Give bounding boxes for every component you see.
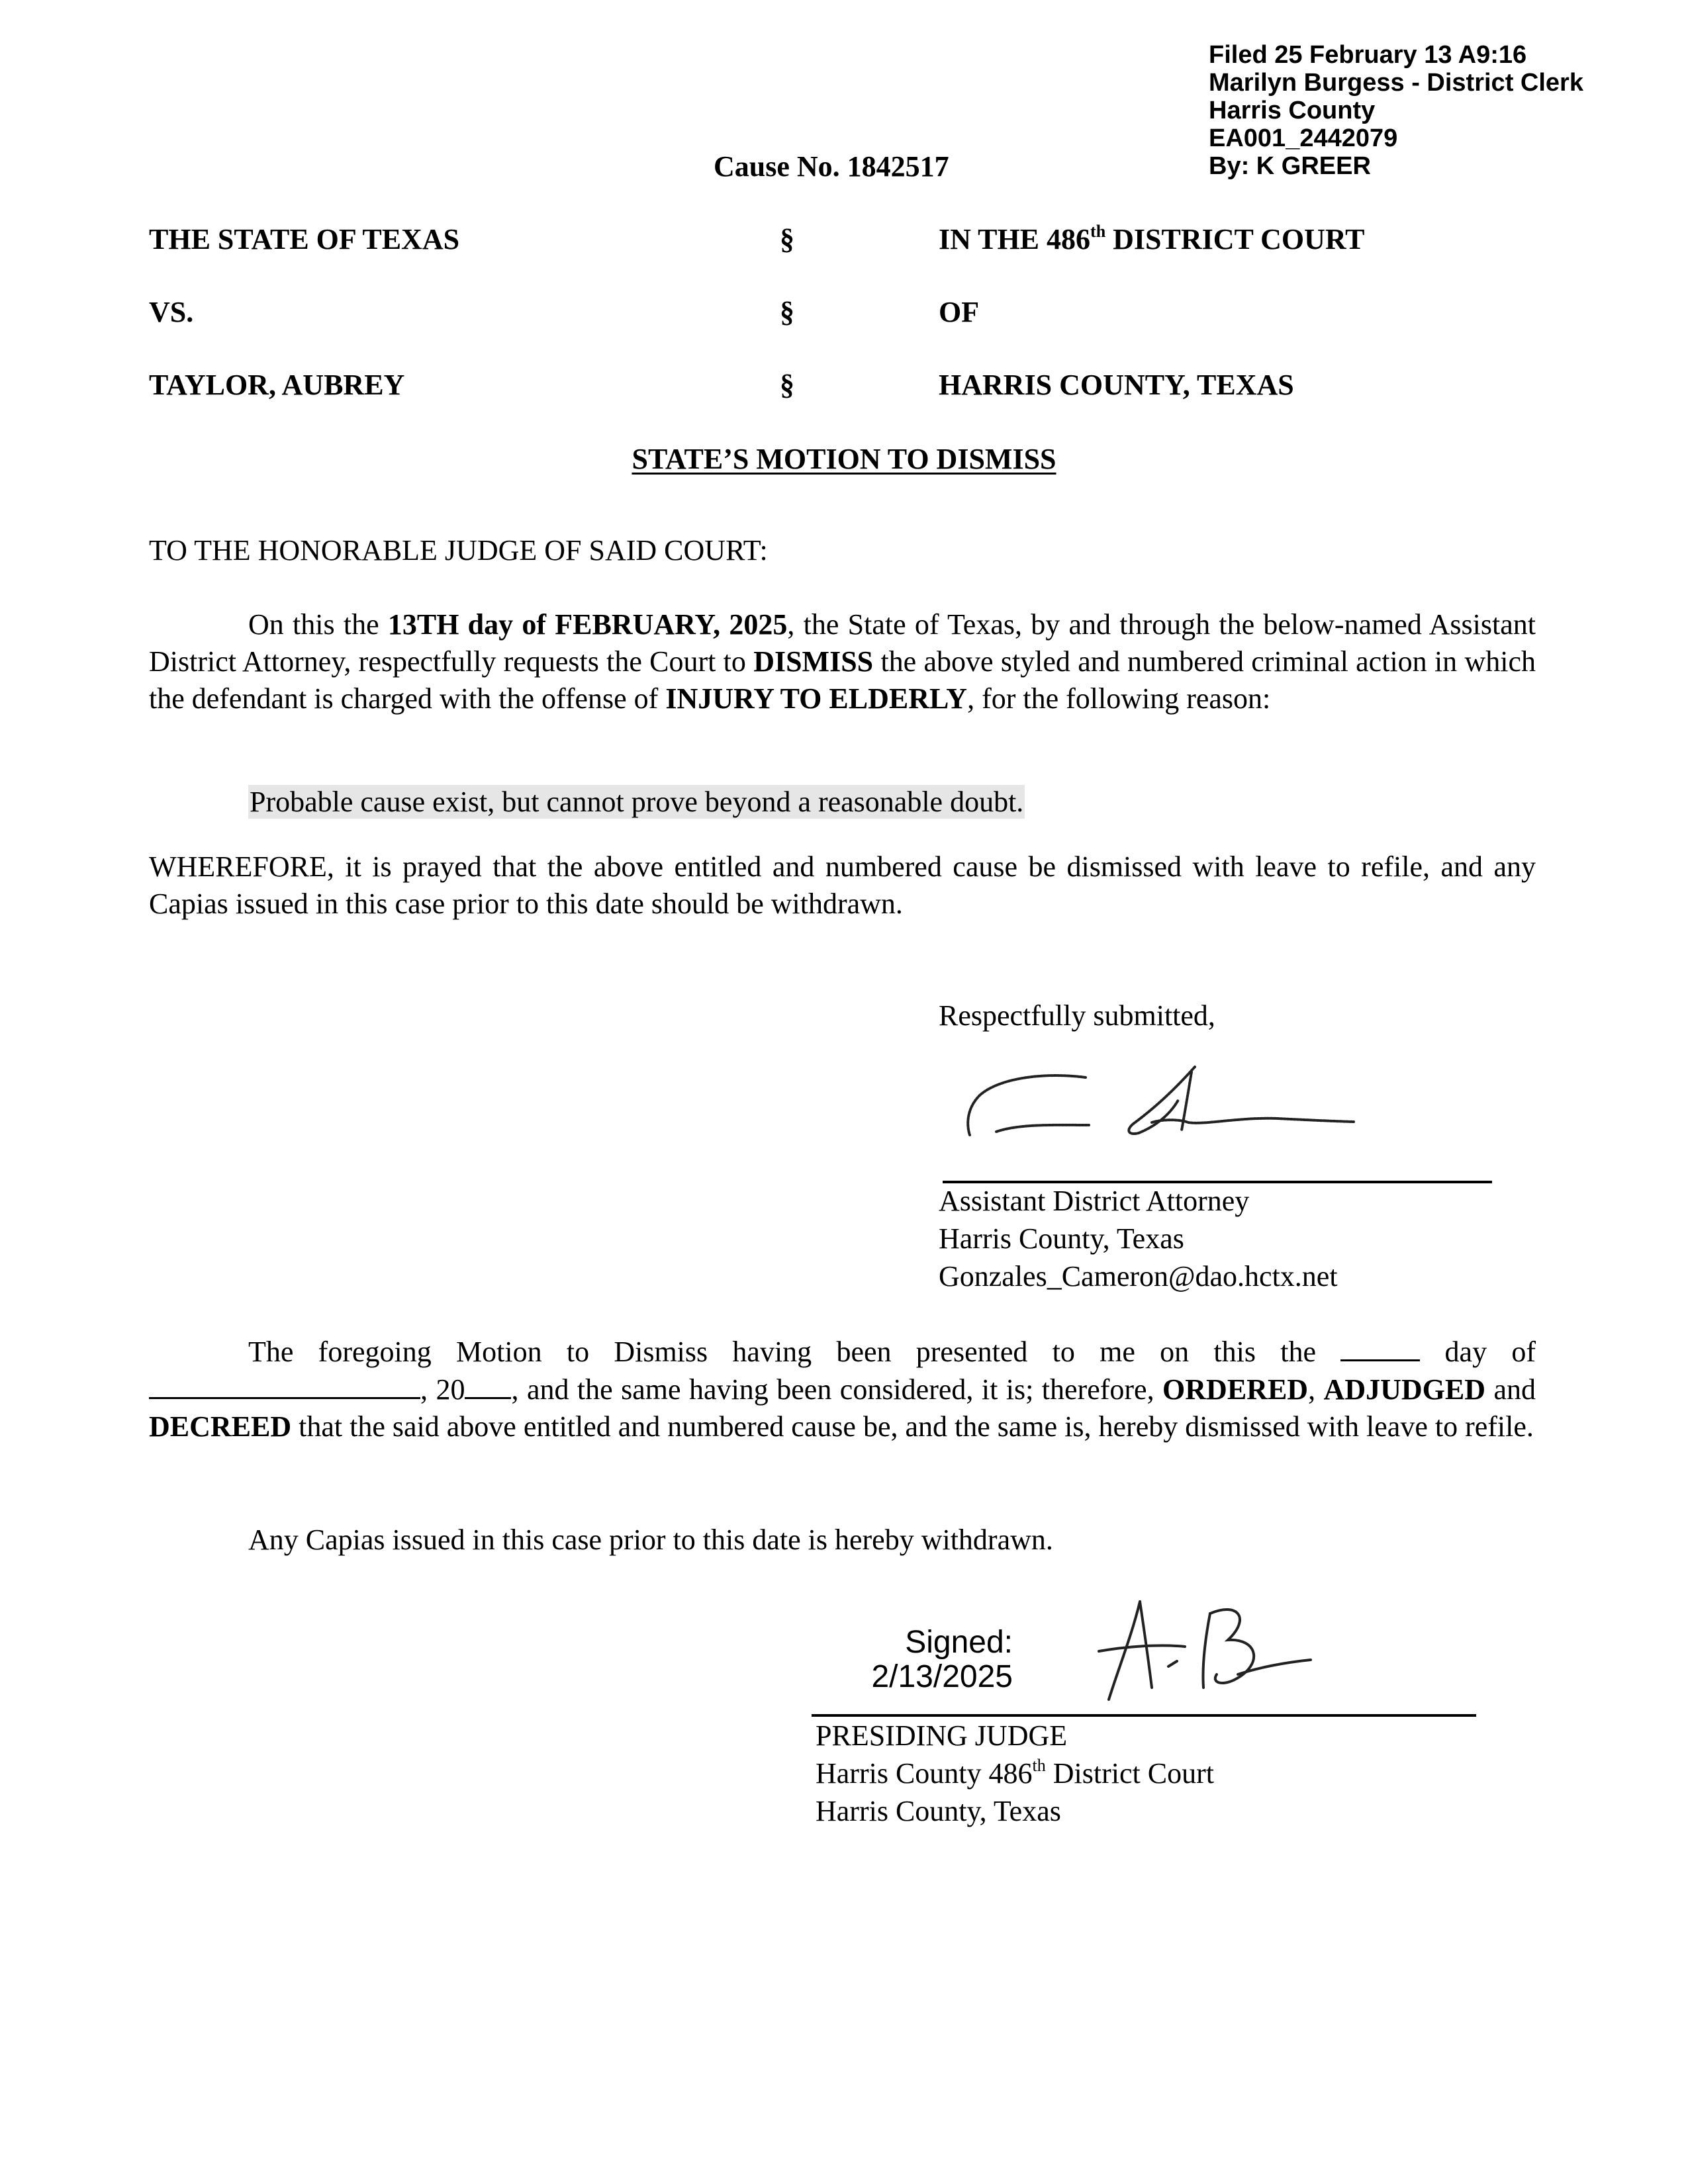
order-day-blank[interactable] <box>1340 1333 1420 1361</box>
motion-paragraph <box>149 606 1536 717</box>
signed-block <box>794 1625 1013 1694</box>
signed-label: Signed: <box>905 1625 1013 1660</box>
document-title-text: STATE’S MOTION TO DISMISS <box>632 443 1056 475</box>
order-text-2: day of <box>1420 1336 1536 1368</box>
order-text-3: , 20 <box>420 1373 465 1406</box>
wherefore-paragraph: WHEREFORE, it is prayed that the above entitled and numbered cause be dismissed with leave to refile, and any Capias issued in this case prior to this date should be withdrawn. <box>149 850 1536 920</box>
motion-text-2: , the State of Texas, by and through the below-named Assistant District Attorney, respectfully requests the Court to <box>149 608 1536 678</box>
document-title <box>0 442 1688 476</box>
caption-court-sup: th <box>1090 222 1106 241</box>
order-adjudged: ADJUDGED <box>1323 1373 1485 1406</box>
order-text-1: The foregoing Motion to Dismiss having been presented to me on this the <box>248 1336 1341 1368</box>
judge-signature <box>1086 1588 1324 1707</box>
stamp-by-line: By: K GREER <box>1209 152 1371 180</box>
caption-of: OF <box>939 296 980 328</box>
capias-withdrawn: Any Capias issued in this case prior to this date is hereby withdrawn. <box>248 1524 1053 1556</box>
section-symbol-1: § <box>780 223 794 255</box>
caption-defendant: TAYLOR, AUBREY <box>149 369 405 401</box>
motion-date: 13TH day of FEBRUARY, 2025 <box>387 608 788 641</box>
motion-text-4: , for the following reason: <box>967 682 1271 715</box>
order-year-blank[interactable] <box>465 1371 511 1399</box>
caption-state: THE STATE OF TEXAS <box>149 223 460 255</box>
order-decreed: DECREED <box>149 1410 292 1443</box>
ada-title: Assistant District Attorney <box>939 1185 1250 1217</box>
judge-court <box>816 1754 1214 1792</box>
motion-text-3: the above styled and numbered criminal action in which the defendant is charged with the offense of <box>149 645 1536 715</box>
motion-text-1: On this the <box>248 608 388 641</box>
judge-court-prefix: Harris County 486 <box>816 1757 1033 1790</box>
ada-county: Harris County, Texas <box>939 1222 1184 1255</box>
order-text-7: that the said above entitled and numbered cause be, and the same is, hereby dismissed with leave to refile. <box>291 1410 1534 1443</box>
salutation: TO THE HONORABLE JUDGE OF SAID COURT: <box>149 534 768 567</box>
order-text-6: and <box>1485 1373 1536 1406</box>
dismissal-reason: Probable cause exist, but cannot prove beyond a reasonable doubt. <box>250 786 1024 818</box>
order-ordered: ORDERED <box>1162 1373 1309 1406</box>
caption-court <box>939 222 1364 256</box>
cause-number: Cause No. 1842517 <box>714 150 949 183</box>
caption-court-suffix: DISTRICT COURT <box>1105 223 1365 255</box>
judge-court-suffix: District Court <box>1045 1757 1214 1790</box>
judge-county: Harris County, Texas <box>816 1795 1061 1827</box>
stamp-clerk-line: Marilyn Burgess - District Clerk <box>1209 69 1583 97</box>
ada-block <box>939 1182 1338 1295</box>
filing-stamp <box>1209 41 1672 180</box>
order-text-4: , and the same having been considered, it is; therefore, <box>511 1373 1163 1406</box>
signed-date: 2/13/2025 <box>871 1659 1013 1694</box>
stamp-filed-line: Filed 25 February 13 A9:16 <box>1209 41 1527 69</box>
ada-signature <box>960 1059 1423 1158</box>
caption-court-prefix: IN THE 486 <box>939 223 1091 255</box>
judge-block <box>816 1717 1214 1830</box>
judge-court-sup: th <box>1032 1756 1046 1775</box>
ada-email: Gonzales_Cameron@dao.hctx.net <box>939 1260 1338 1293</box>
section-symbol-3: § <box>780 369 794 401</box>
stamp-county-line: Harris County <box>1209 97 1376 124</box>
respectfully-submitted: Respectfully submitted, <box>939 999 1215 1032</box>
judge-title: PRESIDING JUDGE <box>816 1719 1068 1752</box>
order-text-5: , <box>1308 1373 1324 1406</box>
order-month-blank[interactable] <box>149 1371 420 1399</box>
section-symbol-2: § <box>780 296 794 328</box>
motion-offense: INJURY TO ELDERLY <box>665 682 968 715</box>
order-paragraph <box>149 1333 1536 1445</box>
caption-vs: VS. <box>149 296 194 328</box>
stamp-envelope-line: EA001_2442079 <box>1209 124 1398 152</box>
motion-dismiss: DISMISS <box>753 645 874 678</box>
caption-county: HARRIS COUNTY, TEXAS <box>939 369 1294 401</box>
